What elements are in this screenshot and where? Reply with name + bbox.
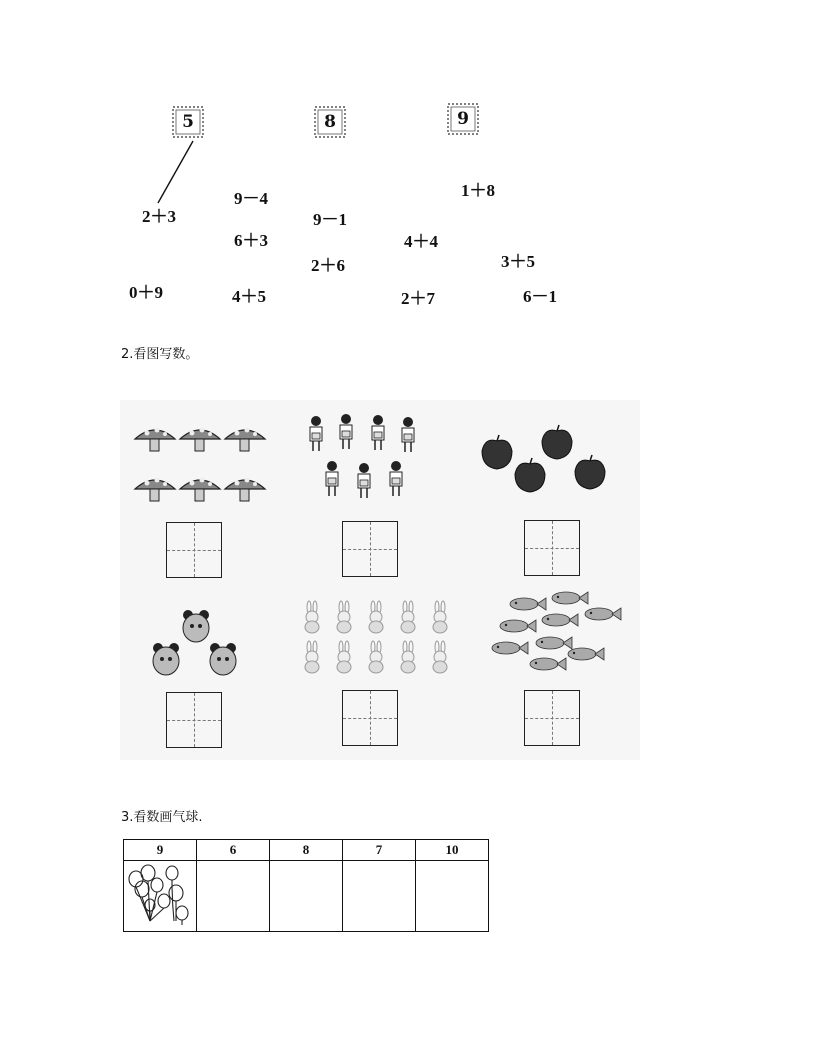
answer-box-fish[interactable] — [524, 690, 580, 746]
answer-box-mickey[interactable] — [166, 692, 222, 748]
expression[interactable]: 6＋3 — [234, 231, 268, 250]
rabbit-icon — [305, 601, 319, 633]
balloon-bunch-icon — [124, 861, 196, 927]
mushroom-icon — [180, 478, 220, 502]
expression[interactable]: 6－1 — [523, 287, 557, 306]
mushroom-icon — [225, 478, 265, 502]
expression[interactable]: 9－4 — [234, 189, 268, 208]
child-icon — [326, 461, 338, 496]
expression[interactable]: 2＋7 — [401, 289, 435, 308]
header-cell: 10 — [416, 840, 489, 861]
expression[interactable]: 0＋9 — [129, 283, 163, 302]
expression[interactable]: 4＋4 — [404, 232, 438, 251]
children-group — [300, 410, 440, 510]
rabbit-icon — [401, 601, 415, 633]
mouse-group — [145, 605, 245, 685]
header-cell: 7 — [343, 840, 416, 861]
mushroom-icon — [135, 478, 175, 502]
apple-icon — [575, 455, 605, 489]
balloon-table — [123, 839, 489, 932]
expression[interactable]: 9－1 — [313, 210, 347, 229]
child-icon — [310, 416, 322, 451]
match-line — [0, 0, 816, 320]
frame-number: 9 — [457, 109, 469, 129]
fish-icon — [536, 637, 572, 649]
balloon-drawing-cell[interactable] — [270, 861, 343, 932]
child-icon — [390, 461, 402, 496]
rabbit-group — [298, 600, 463, 680]
answer-box-mushrooms[interactable] — [166, 522, 222, 578]
child-icon — [402, 417, 414, 452]
child-icon — [358, 463, 370, 498]
mushroom-icon — [180, 428, 220, 452]
frame-number: 5 — [182, 112, 194, 132]
mouse-icon — [210, 643, 236, 675]
expression[interactable]: 2＋3 — [142, 207, 176, 226]
fish-icon — [542, 614, 578, 626]
expression[interactable]: 4＋5 — [232, 287, 266, 306]
frame-number: 8 — [324, 112, 336, 132]
fish-icon — [552, 592, 588, 604]
rabbit-icon — [337, 641, 351, 673]
header-cell: 9 — [124, 840, 197, 861]
fish-icon — [510, 598, 546, 610]
section-2-title: 2.看图写数。 — [121, 347, 199, 362]
section-3-title: 3.看数画气球. — [121, 810, 203, 825]
rabbit-icon — [433, 641, 447, 673]
fish-icon — [568, 648, 604, 660]
answer-box-apples[interactable] — [524, 520, 580, 576]
fish-icon — [500, 620, 536, 632]
rabbit-icon — [401, 641, 415, 673]
answer-box-children[interactable] — [342, 521, 398, 577]
expression[interactable]: 2＋6 — [311, 256, 345, 275]
balloon-drawing-cell[interactable] — [343, 861, 416, 932]
fish-icon — [585, 608, 621, 620]
child-icon — [340, 414, 352, 449]
mushroom-icon — [225, 428, 265, 452]
fish-icon — [492, 642, 528, 654]
apple-icon — [482, 435, 512, 469]
mushroom-icon — [135, 428, 175, 452]
fish-icon — [530, 658, 566, 670]
rabbit-icon — [369, 601, 383, 633]
expression[interactable]: 3＋5 — [501, 252, 535, 271]
child-icon — [372, 415, 384, 450]
rabbit-icon — [337, 601, 351, 633]
fish-group — [490, 590, 625, 680]
rabbit-icon — [305, 641, 319, 673]
mouse-icon — [183, 610, 209, 642]
rabbit-icon — [369, 641, 383, 673]
mouse-icon — [153, 643, 179, 675]
mushroom-group — [130, 420, 280, 515]
apple-icon — [542, 425, 572, 459]
header-cell: 6 — [197, 840, 270, 861]
answer-box-rabbits[interactable] — [342, 690, 398, 746]
apple-icon — [515, 458, 545, 492]
balloon-drawing-cell[interactable] — [416, 861, 489, 932]
balloon-drawing-cell[interactable] — [197, 861, 270, 932]
expression[interactable]: 1＋8 — [461, 181, 495, 200]
apple-group — [475, 420, 620, 505]
rabbit-icon — [433, 601, 447, 633]
header-cell: 8 — [270, 840, 343, 861]
balloon-example-cell — [124, 861, 197, 932]
